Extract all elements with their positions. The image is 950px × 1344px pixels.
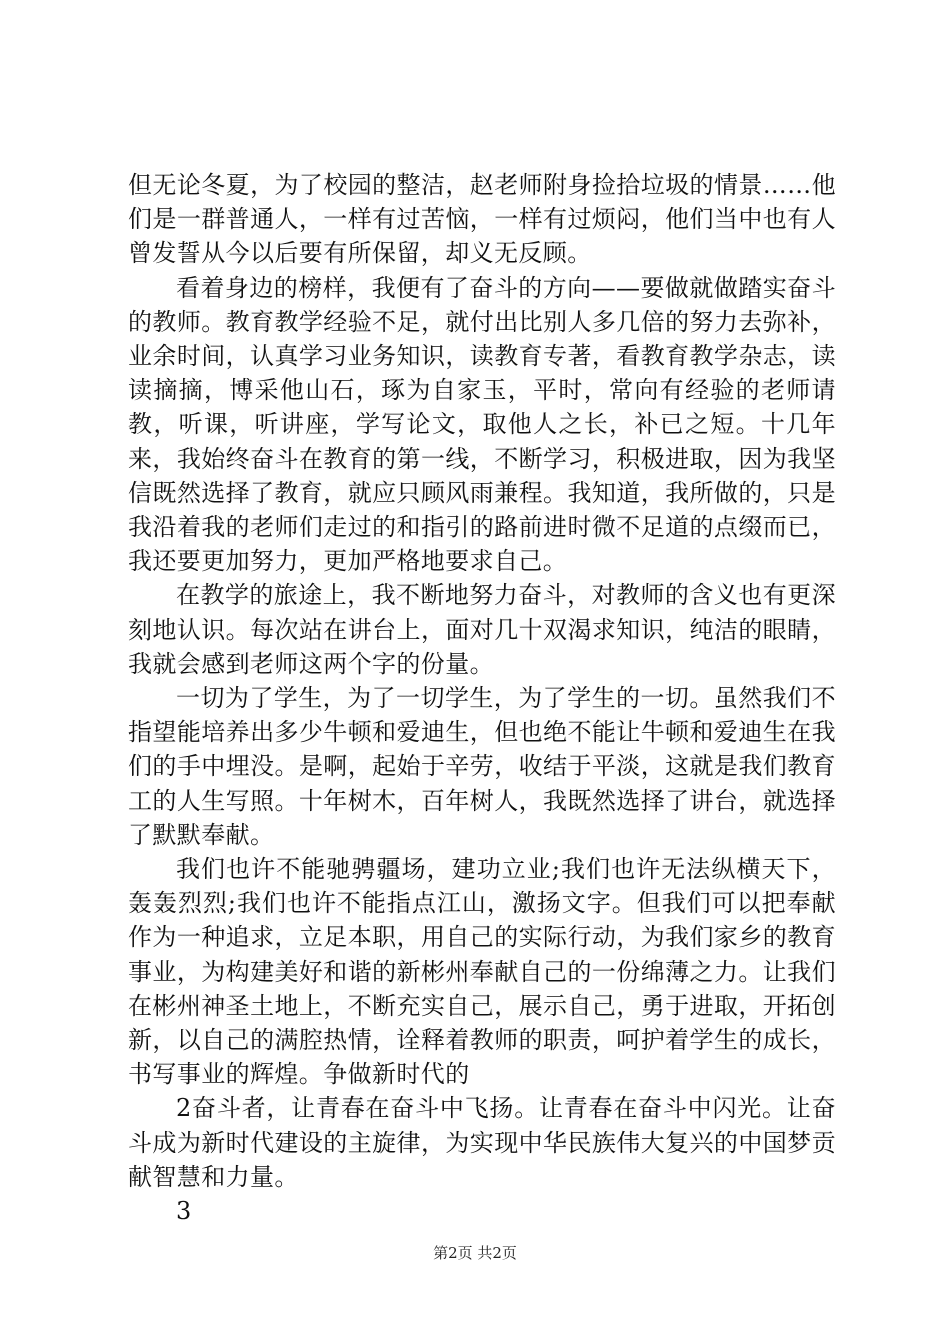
paragraph-3: 在教学的旅途上，我不断地努力奋斗，对教师的含义也有更深刻地认识。每次站在讲台上，面对几十双渴求知识，纯洁的眼睛，我就会感到老师这两个字的份量。 <box>128 581 836 678</box>
paragraph-1: 但无论冬夏，为了校园的整洁，赵老师附身捡拾垃圾的情景……他们是一群普通人，一样有过苦恼，一样有过烦闷，他们当中也有人曾发誓从今以后要有所保留，却义无反顾。 <box>128 171 836 268</box>
paragraph-7-page-mark: 3 <box>176 1197 192 1226</box>
paragraph-6: 2奋斗者，让青春在奋斗中飞扬。让青春在奋斗中闪光。让奋斗成为新时代建设的主旋律，为实现中华民族伟大复兴的中国梦贡献智慧和力量。 <box>128 1094 836 1191</box>
paragraph-4: 一切为了学生，为了一切学生，为了学生的一切。虽然我们不指望能培养出多少牛顿和爱迪生，但也绝不能让牛顿和爱迪生在我们的手中埋没。是啊，起始于辛劳，收结于平淡，这就是我们教育工的人生写照。十年树木，百年树人，我既然选择了讲台，就选择了默默奉献。 <box>128 684 836 849</box>
page-number-footer: 第2页 共2页 <box>433 1244 517 1262</box>
paragraph-5: 我们也许不能驰骋疆场，建功立业;我们也许无法纵横天下，轰轰烈烈;我们也许不能指点江山，激扬文字。但我们可以把奉献作为一种追求，立足本职，用自己的实际行动，为我们家乡的教育事业，为构建美好和谐的新彬州奉献自己的一份绵薄之力。让我们在彬州神圣土地上，不断充实自己，展示自己，勇于进取，开拓创新，以自己的满腔热情，诠释着教师的职责，呵护着学生的成长，书写事业的辉煌。争做新时代的 <box>128 855 836 1089</box>
paragraph-2: 看着身边的榜样，我便有了奋斗的方向——要做就做踏实奋斗的教师。教育教学经验不足，就付出比别人多几倍的努力去弥补，业余时间，认真学习业务知识，读教育专著，看教育教学杂志，读读摘摘，博采他山石，琢为自家玉，平时，常向有经验的老师请教，听课，听讲座，学写论文，取他人之长，补已之短。十几年来，我始终奋斗在教育的第一线，不断学习，积极进取，因为我坚信既然选择了教育，就应只顾风雨兼程。我知道，我所做的，只是我沿着我的老师们走过的和指引的路前进时微不足道的点缀而已，我还要更加努力，更加严格地要求自己。 <box>128 273 836 576</box>
document-body <box>128 168 836 1228</box>
